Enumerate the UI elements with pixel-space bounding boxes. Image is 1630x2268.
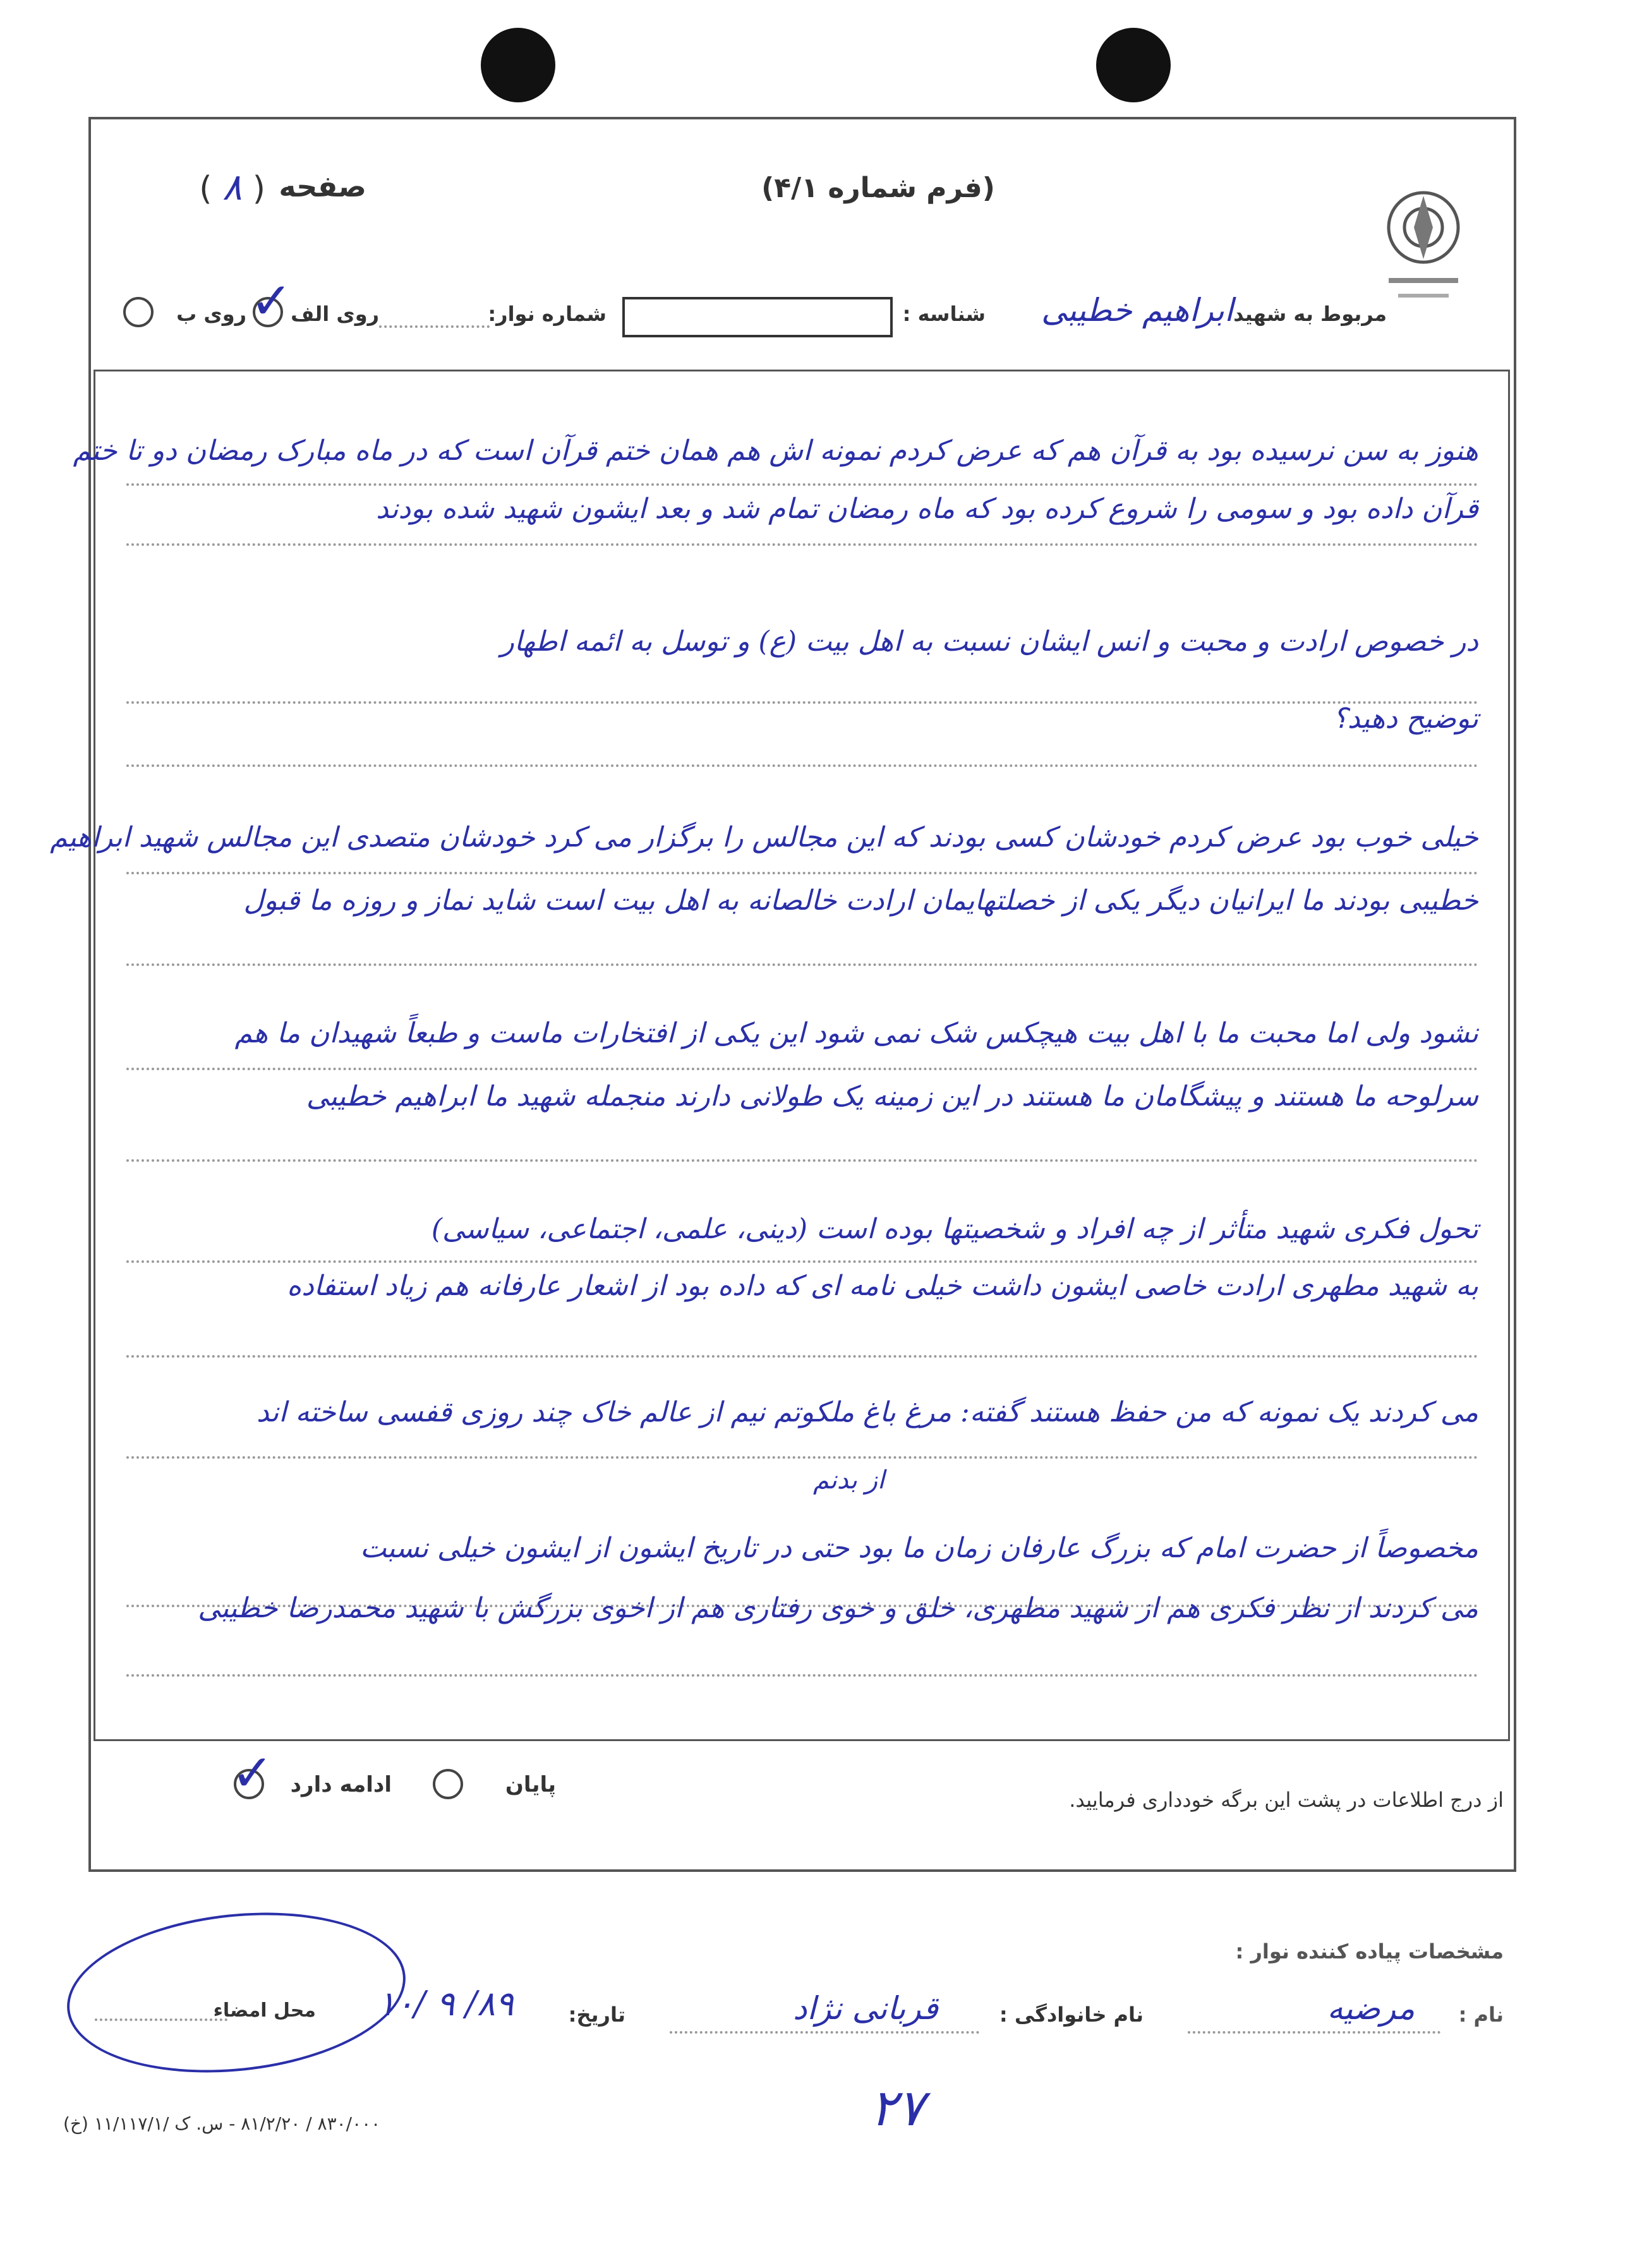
body-line-11: می کردند یک نمونه که من حفظ هستند گفته: مرغ باغ ملکوتم نیم از عالم خاک چند روزی قفسی ساخته اند <box>256 1396 1478 1428</box>
rule-11 <box>126 1456 1478 1459</box>
rule-1 <box>126 483 1478 486</box>
page-label: صفحه <box>279 169 366 203</box>
family-value: قربانی نژاد <box>793 1990 938 2027</box>
rule-4 <box>126 764 1478 767</box>
body-line-13: مخصوصاً از حضرت امام که بزرگ عارفان زمان ما بود حتی در تاریخ ایشون از ایشون خیلی نسبت <box>359 1532 1478 1564</box>
rule-10 <box>126 1355 1478 1358</box>
body-line-6: خطیبی بودند ما ایرانیان دیگر یکی از خصلتهایمان ارادت خالصانه به اهل بیت است شاید نماز و روزه ما قبول <box>243 884 1478 917</box>
form-number: (فرم شماره ۴/۱) <box>761 172 995 204</box>
rule-7 <box>126 1068 1478 1070</box>
signature-label: محل امضاء <box>213 2000 316 2022</box>
continues-option <box>231 1744 274 1802</box>
page-number-box: ( ۸ ) <box>199 166 265 208</box>
continues-check-icon: ✓ <box>231 1744 274 1802</box>
date-value: ۸۹/ ۹ /۱۰ <box>377 1984 514 2024</box>
body-line-14: می کردند از نظر فکری هم از شهید مطهری، خلق و خوی رفتاری هم از اخوی بزرگش با شهید محمدرضا خطیبی <box>198 1592 1478 1624</box>
body-line-12: از بدنم <box>812 1466 884 1495</box>
subject-label: مربوط به شهید <box>1233 302 1387 326</box>
side-a-check-icon: ✓ <box>250 272 293 330</box>
body-line-9: تحول فکری شهید متأثر از چه افراد و شخصیتها بوده است (دینی، علمی، اجتماعی، سیاسی) <box>431 1213 1478 1245</box>
organization-emblem-icon <box>1382 177 1464 316</box>
signature-area <box>59 1897 414 2089</box>
note-text: از درج اطلاعات در پشت این برگه خودداری فرمایید. <box>1069 1788 1504 1812</box>
rule-9 <box>126 1260 1478 1263</box>
binder-hole-right <box>1096 28 1171 102</box>
continues-label: ادامه دارد <box>290 1772 392 1797</box>
body-line-3: در خصوص ارادت و محبت و انس ایشان نسبت به اهل بیت (ع) و توسل به ائمه اطهار <box>500 625 1478 658</box>
signature-dots <box>95 2018 227 2021</box>
body-line-4: توضیح دهید؟ <box>1332 703 1478 735</box>
end-radio <box>433 1769 463 1799</box>
side-b-option <box>123 297 154 327</box>
first-name-label: نام : <box>1458 2003 1504 2027</box>
page-number: ۸ <box>222 166 243 208</box>
rule-8 <box>126 1159 1478 1162</box>
rule-6 <box>126 963 1478 966</box>
transcriber-heading: مشخصات پیاده کننده نوار : <box>1235 1939 1504 1963</box>
first-name-dots <box>1188 2031 1440 2034</box>
first-name-value: مرضیه <box>1327 1990 1415 2027</box>
family-label: نام خانوادگی : <box>999 2003 1144 2027</box>
rule-5 <box>126 872 1478 874</box>
side-b-label: روی ب <box>176 302 246 326</box>
rule-13 <box>126 1674 1478 1677</box>
subject-name: ابراهیم خطیبی <box>1041 292 1233 329</box>
id-label: شناسه : <box>902 302 986 326</box>
end-label: پایان <box>505 1772 556 1797</box>
rule-2 <box>126 543 1478 546</box>
body-line-8: سرلوحه ما هستند و پیشگامان ما هستند در این زمینه یک طولانی دارند منجمله شهید ما ابراهیم خطیبی <box>306 1080 1478 1113</box>
emblem <box>1382 177 1464 316</box>
body-line-2: قرآن داده بود و سومی را شروع کرده بود که ماه رمضان تمام شد و بعد ایشون شهید شده بودند <box>376 493 1478 525</box>
side-b-radio <box>123 297 154 327</box>
body-line-7: نشود ولی اما محبت ما با اهل بیت هیچکس شک نمی شود این یکی از افتخارات ماست و طبعاً شهیدان ما هم <box>234 1017 1478 1049</box>
family-dots <box>670 2031 979 2034</box>
id-field <box>622 297 893 337</box>
form-code: (خ) ۸۳۰/۰۰۰ / ۸۱/۲/۲۰ - س. ک /۱۱/۱۱۷/۱ <box>63 2113 381 2134</box>
sheet-number: ۲۷ <box>870 2078 924 2137</box>
date-label: تاریخ: <box>568 2003 625 2027</box>
side-a-label: روی الف <box>291 302 379 326</box>
binder-hole-left <box>481 28 555 102</box>
side-a-option <box>250 272 293 330</box>
tape-number-dots <box>379 325 490 328</box>
body-line-1: هنوز به سن نرسیده بود به قرآن هم که عرض کردم نمونه اش هم همان ختم قرآن است که در ماه مبارک رمضان دو تا ختم <box>73 435 1478 467</box>
body-line-10: به شهید مطهری ارادت خاصی ایشون داشت خیلی نامه ای که داده بود از اشعار عارفانه هم زیاد استفاده <box>287 1270 1478 1302</box>
body-line-5: خیلی خوب بود عرض کردم خودشان کسی بودند که این مجالس را برگزار می کرد خودشان متصدی این مجالس شهید ابراهیم <box>50 821 1478 854</box>
tape-number-label: شماره نوار: <box>488 302 607 326</box>
end-option <box>433 1769 463 1799</box>
